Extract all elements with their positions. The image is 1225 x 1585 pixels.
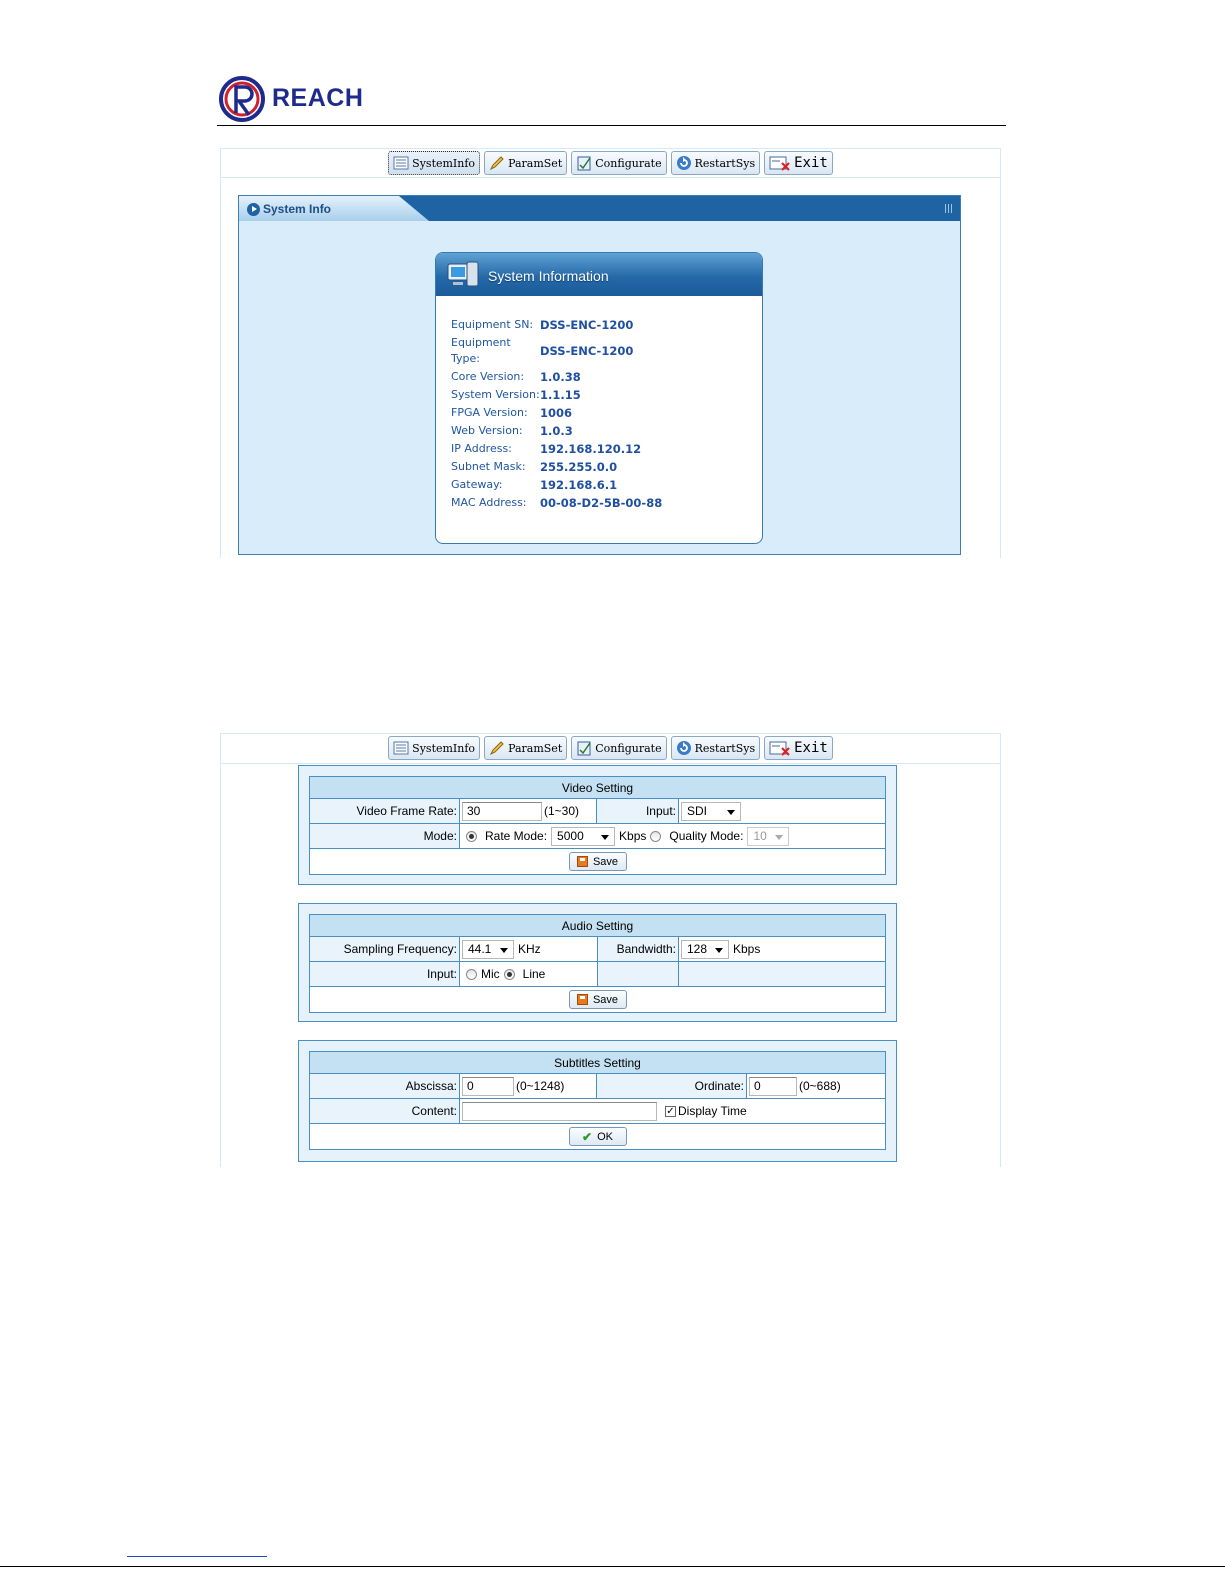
restartsys-button[interactable] [671,151,761,175]
rate-mode-label: Rate Mode: [485,829,548,843]
info-row-system-version [451,387,662,403]
subtitles-row-2 [310,1099,885,1124]
audio-row-2 [310,962,885,987]
ordinate-label: Ordinate: [597,1074,747,1098]
system-info-panel [238,195,961,555]
sampling-unit: KHz [518,942,541,956]
toolbar-label: RestartSys [694,741,756,755]
quality-mode-select[interactable]: 10 [747,827,789,846]
content-input[interactable] [462,1102,657,1121]
subtitles-setting-table [309,1051,886,1150]
toolbar-label: ParamSet [508,156,563,170]
frame-rate-input[interactable]: 30 [462,802,542,821]
info-label: IP Address: [451,442,512,455]
toolbar-label: Exit [794,740,828,756]
toolbar-label: Exit [794,155,828,171]
rate-mode-radio[interactable] [466,831,477,842]
play-icon [247,203,260,216]
ok-label: OK [597,1130,613,1143]
info-value: 1.1.15 [540,388,581,402]
exit-button[interactable] [764,736,833,760]
content-cell [460,1099,885,1123]
toolbar-divider [221,177,1000,178]
info-label: MAC Address: [451,496,527,509]
rate-unit: Kbps [619,829,647,843]
frame-rate-cell [460,799,597,823]
info-row-equipment-type [451,335,662,367]
exit-icon [768,154,792,172]
info-value: DSS-ENC-1200 [540,344,634,358]
frame-rate-label: Video Frame Rate: [310,799,460,823]
pencil-icon [488,154,506,172]
save-label: Save [592,993,619,1006]
toolbar-label: Configurate [595,156,662,170]
info-row-core-version [451,369,662,385]
rate-mode-select[interactable]: 5000 [551,827,615,846]
checkmark-icon: ✔ [582,1129,593,1144]
clipboard-icon [575,739,593,757]
video-setting-table [309,776,886,875]
video-setting-section [298,765,897,885]
ordinate-input[interactable]: 0 [749,1077,797,1096]
panel-header [239,196,960,221]
info-label: Equipment Type: [451,336,511,365]
info-label: Core Version: [451,370,525,383]
sampling-cell [460,937,598,961]
info-value: 1.0.38 [540,370,581,384]
info-label: Equipment SN: [451,318,534,331]
info-value: 255.255.0.0 [540,460,618,474]
info-row-subnet-mask [451,459,662,475]
audio-input-cell [460,962,598,986]
clipboard-icon [575,154,593,172]
section-title: Subtitles Setting [310,1052,885,1074]
subtitles-row-1 [310,1074,885,1099]
display-time-label: Display Time [678,1104,747,1118]
section-title: Video Setting [310,777,885,799]
audio-setting-section [298,903,897,1022]
info-value: 1.0.3 [540,424,573,438]
card-title: System Information [488,268,609,284]
info-value: 1006 [540,406,573,420]
video-input-label: Input: [597,799,679,823]
restart-icon [675,739,693,757]
main-toolbar [221,149,1000,177]
info-row-web-version [451,423,662,439]
footer-divider [0,1566,1225,1567]
header-divider [217,125,1006,126]
content-label: Content: [310,1099,460,1123]
restart-icon [675,154,693,172]
audio-setting-table [309,914,886,1013]
save-label: Save [592,855,619,868]
video-row-2 [310,824,885,849]
info-value: DSS-ENC-1200 [540,318,634,332]
info-row-gateway [451,477,662,493]
subtitles-setting-section [298,1040,897,1162]
configurate-button[interactable] [571,151,666,175]
video-row-actions [310,849,885,874]
paramset-button[interactable] [484,736,567,760]
info-label: System Version: [451,388,540,401]
paramset-button[interactable] [484,151,567,175]
exit-button[interactable] [764,151,833,175]
toolbar-divider [221,763,1000,764]
info-label: FPGA Version: [451,406,528,419]
main-toolbar [221,734,1000,762]
brand-name: REACH [272,84,364,112]
sampling-select[interactable]: 44.1 [462,940,514,959]
display-time-checkbox[interactable]: ✓ [666,1105,675,1117]
audio-save-button[interactable] [569,990,627,1009]
video-input-select[interactable]: SDI [681,802,741,821]
video-row-1 [310,799,885,824]
mic-radio[interactable] [466,969,477,980]
line-label: Line [522,967,546,981]
abscissa-cell [460,1074,597,1098]
ordinate-cell [747,1074,885,1098]
info-label: Subnet Mask: [451,460,526,473]
abscissa-input[interactable]: 0 [462,1077,514,1096]
info-value: 00-08-D2-5B-00-88 [540,496,663,510]
toolbar-label: RestartSys [694,156,756,170]
video-input-cell [679,799,885,823]
pencil-icon [488,739,506,757]
info-row-fpga-version [451,405,662,421]
ordinate-range: (0~688) [799,1079,841,1093]
info-row-equipment-sn [451,317,662,333]
footer-link-underline [127,1556,267,1557]
info-value: 192.168.6.1 [540,478,618,492]
quality-mode-radio[interactable] [650,831,661,842]
section-title: Audio Setting [310,915,885,937]
list-icon [392,154,410,172]
sampling-label: Sampling Frequency: [310,937,460,961]
computer-icon [446,260,480,290]
toolbar-label: Configurate [595,741,662,755]
grip-icon [945,204,952,213]
audio-row-actions [310,987,885,1012]
configurate-button[interactable] [571,736,666,760]
bandwidth-select[interactable]: 128 [681,940,729,959]
info-row-ip-address [451,441,662,457]
mode-cell [460,824,885,848]
systeminfo-button[interactable] [388,151,480,175]
abscissa-range: (0~1248) [516,1079,565,1093]
bandwidth-cell [679,937,885,961]
ok-button[interactable] [569,1127,627,1146]
abscissa-label: Abscissa: [310,1074,460,1098]
audio-row-1 [310,937,885,962]
audio-input-label: Input: [310,962,460,986]
exit-icon [768,739,792,757]
bandwidth-unit: Kbps [733,942,761,956]
video-save-button[interactable] [569,852,627,871]
info-list [451,317,662,513]
bandwidth-label: Bandwidth: [598,937,679,961]
restartsys-button[interactable] [671,736,761,760]
empty-cell [679,962,885,986]
info-value: 192.168.120.12 [540,442,642,456]
info-row-mac-address [451,495,662,511]
quality-mode-label: Quality Mode: [669,829,744,843]
save-icon [577,856,588,867]
list-icon [392,739,410,757]
info-label: Gateway: [451,478,503,491]
panel-title: System Info [263,202,332,216]
toolbar-label: SystemInfo [412,156,476,170]
save-icon [577,994,588,1005]
subtitles-row-actions [310,1124,885,1149]
mode-label: Mode: [310,824,460,848]
system-information-card [435,252,763,544]
info-label: Web Version: [451,424,523,437]
empty-cell [598,962,679,986]
toolbar-label: SystemInfo [412,741,476,755]
systeminfo-button[interactable] [388,736,480,760]
line-radio[interactable] [504,969,515,980]
toolbar-label: ParamSet [508,741,563,755]
mic-label: Mic [481,967,500,981]
frame-rate-range: (1~30) [544,804,580,818]
card-header [436,253,762,296]
